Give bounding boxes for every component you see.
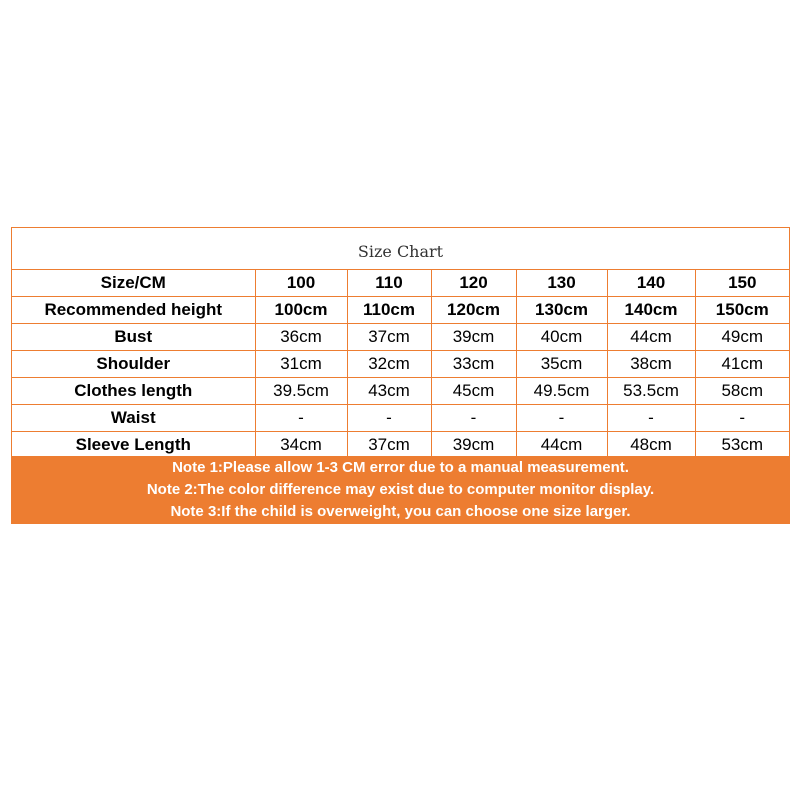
table-cell: - bbox=[607, 405, 695, 432]
size-table bbox=[12, 270, 789, 459]
row-label: Bust bbox=[12, 324, 255, 351]
table-cell: 33cm bbox=[431, 351, 516, 378]
table-cell: 130cm bbox=[516, 297, 607, 324]
table-row bbox=[12, 351, 789, 378]
table-cell: 49.5cm bbox=[516, 378, 607, 405]
table-cell: 120cm bbox=[431, 297, 516, 324]
table-cell: 44cm bbox=[516, 432, 607, 459]
table-cell: 39.5cm bbox=[255, 378, 347, 405]
notes-banner bbox=[12, 456, 789, 524]
table-row bbox=[12, 378, 789, 405]
table-cell: 140cm bbox=[607, 297, 695, 324]
table-cell: 34cm bbox=[255, 432, 347, 459]
table-cell: 39cm bbox=[431, 432, 516, 459]
table-cell: 37cm bbox=[347, 432, 431, 459]
table-cell: 32cm bbox=[347, 351, 431, 378]
table-cell: 35cm bbox=[516, 351, 607, 378]
table-cell: 110cm bbox=[347, 297, 431, 324]
table-cell: - bbox=[347, 405, 431, 432]
table-cell: 48cm bbox=[607, 432, 695, 459]
size-chart bbox=[11, 227, 790, 524]
table-cell: 53cm bbox=[695, 432, 789, 459]
table-cell: - bbox=[516, 405, 607, 432]
table-cell: 53.5cm bbox=[607, 378, 695, 405]
chart-title: Size Chart bbox=[12, 228, 789, 270]
table-cell: 150cm bbox=[695, 297, 789, 324]
table-row bbox=[12, 405, 789, 432]
table-cell: - bbox=[255, 405, 347, 432]
table-cell: 45cm bbox=[431, 378, 516, 405]
note-3: Note 3:If the child is overweight, you can choose one size larger. bbox=[170, 503, 631, 520]
table-cell: 100cm bbox=[255, 297, 347, 324]
table-cell: - bbox=[431, 405, 516, 432]
size-header: 150 bbox=[695, 270, 789, 297]
row-label: Clothes length bbox=[12, 378, 255, 405]
table-cell: 41cm bbox=[695, 351, 789, 378]
table-row bbox=[12, 297, 789, 324]
size-header: 110 bbox=[347, 270, 431, 297]
table-cell: - bbox=[695, 405, 789, 432]
size-header: 140 bbox=[607, 270, 695, 297]
size-header: 100 bbox=[255, 270, 347, 297]
row-label: Shoulder bbox=[12, 351, 255, 378]
table-cell: 40cm bbox=[516, 324, 607, 351]
size-header: 120 bbox=[431, 270, 516, 297]
row-label: Waist bbox=[12, 405, 255, 432]
table-cell: 44cm bbox=[607, 324, 695, 351]
table-row bbox=[12, 324, 789, 351]
header-row bbox=[12, 270, 789, 297]
table-cell: 58cm bbox=[695, 378, 789, 405]
size-header: 130 bbox=[516, 270, 607, 297]
table-cell: 38cm bbox=[607, 351, 695, 378]
table-cell: 39cm bbox=[431, 324, 516, 351]
table-cell: 37cm bbox=[347, 324, 431, 351]
table-cell: 43cm bbox=[347, 378, 431, 405]
row-label: Sleeve Length bbox=[12, 432, 255, 459]
table-row bbox=[12, 432, 789, 459]
table-cell: 36cm bbox=[255, 324, 347, 351]
table-cell: 49cm bbox=[695, 324, 789, 351]
note-2: Note 2:The color difference may exist due to computer monitor display. bbox=[146, 481, 655, 498]
row-label: Recommended height bbox=[12, 297, 255, 324]
table-cell: 31cm bbox=[255, 351, 347, 378]
note-1: Note 1:Please allow 1-3 CM error due to a manual measurement. bbox=[172, 459, 629, 476]
header-label: Size/CM bbox=[12, 270, 255, 297]
